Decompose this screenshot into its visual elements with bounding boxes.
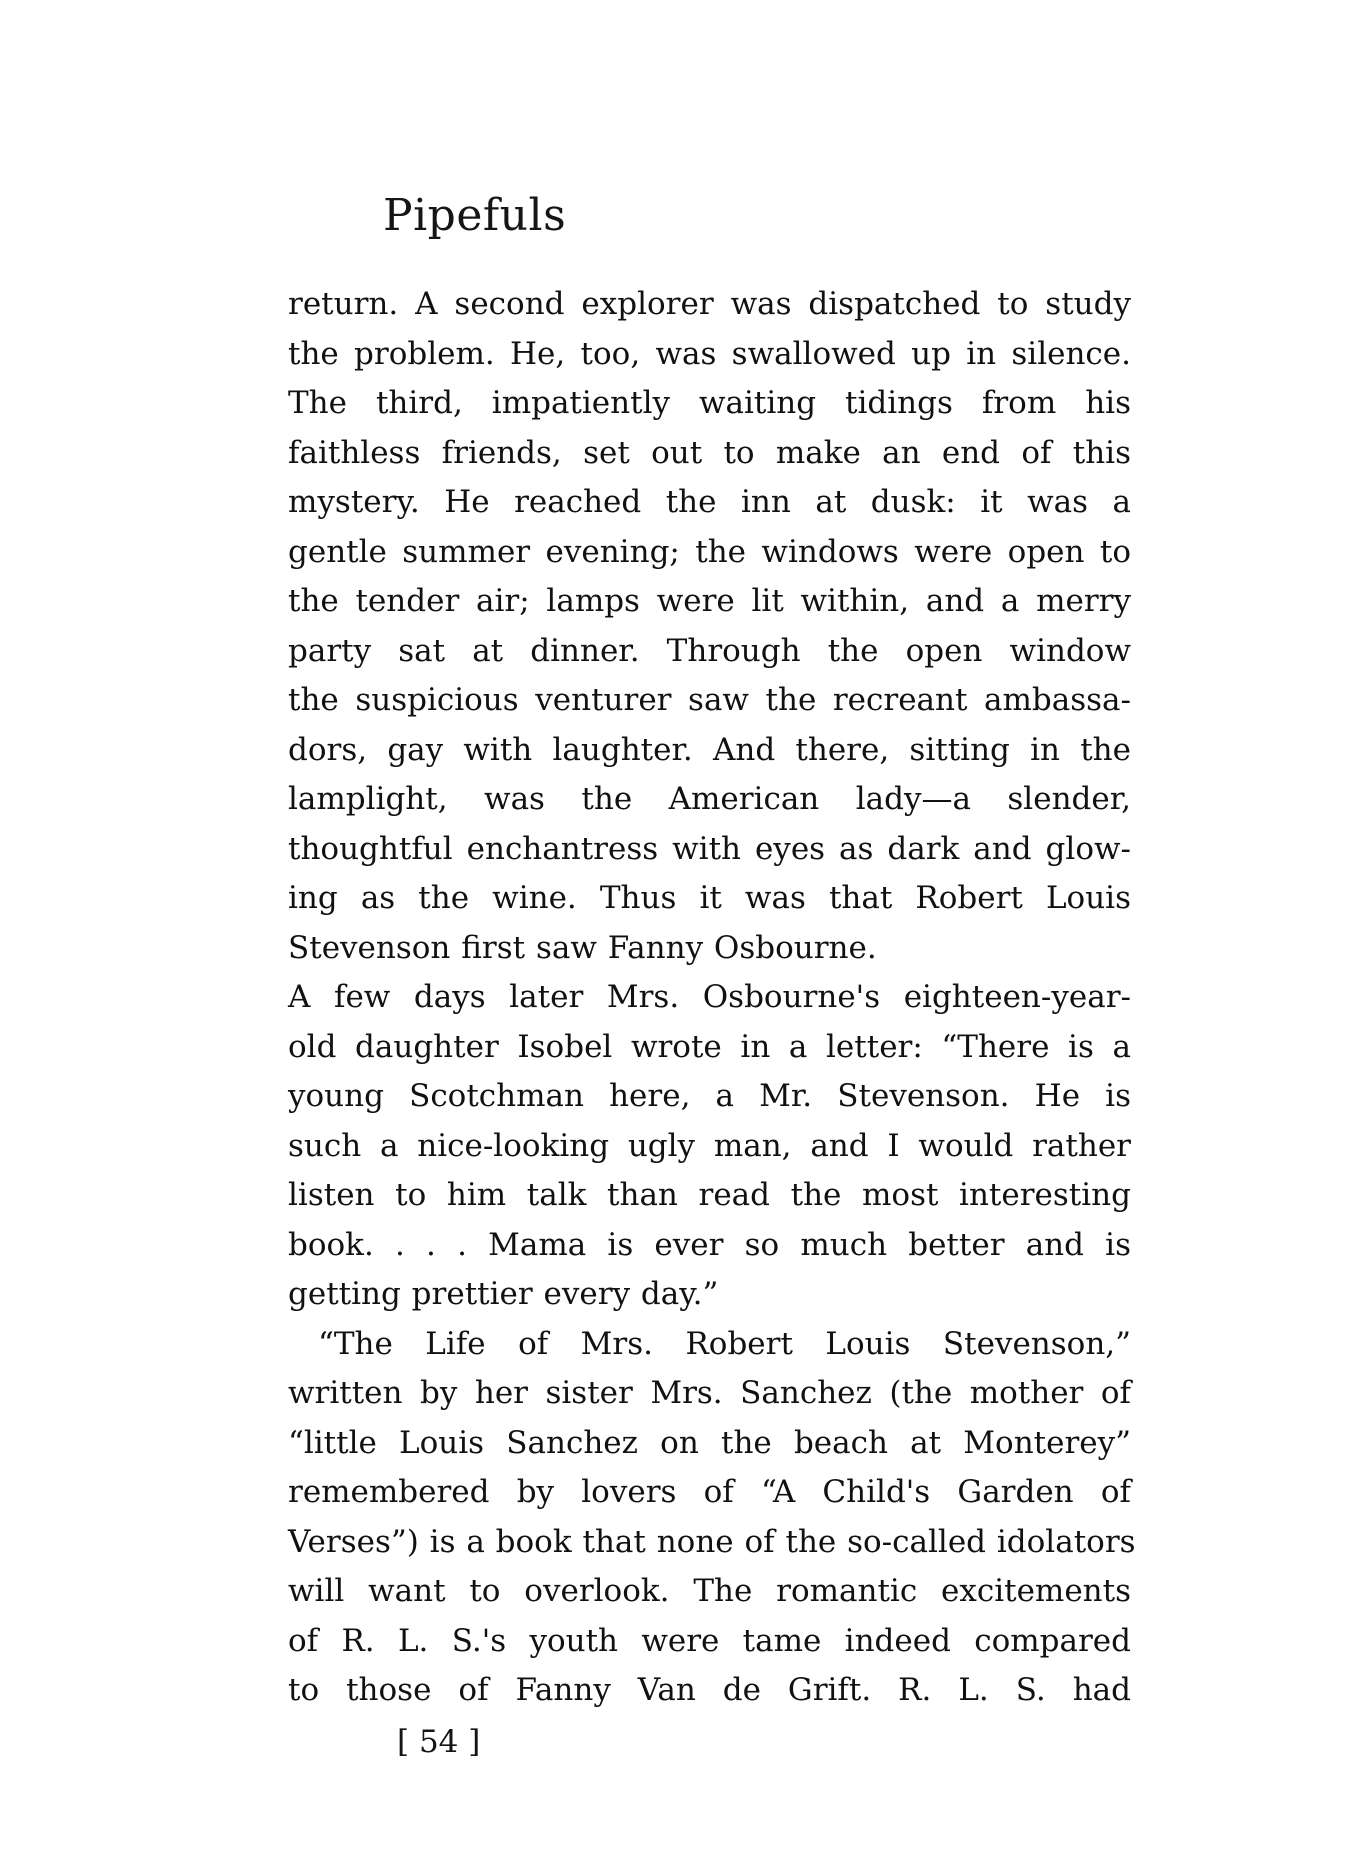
- paragraph-2: [288, 973, 1131, 1320]
- running-head: Pipefuls: [383, 190, 567, 241]
- paragraph-1: [288, 280, 1131, 973]
- text-line: the problem. He, too, was swallowed up in silence.: [288, 335, 1131, 372]
- text-line: faithless friends, set out to make an end of this: [288, 434, 1131, 471]
- text-line: remembered by lovers of “A Child's Garden of: [288, 1474, 1131, 1510]
- text-line: to those of Fanny Van de Grift. R. L. S. had: [288, 1672, 1131, 1708]
- text-line: mystery. He reached the inn at dusk: it was a: [288, 484, 1131, 520]
- text-line: will want to overlook. The romantic excitements: [288, 1573, 1131, 1609]
- text-line: old daughter Isobel wrote in a letter: “There is a: [288, 1028, 1131, 1065]
- page-number: [ 54 ]: [397, 1724, 481, 1760]
- text-line: dors, gay with laughter. And there, sitting in the: [288, 731, 1131, 768]
- text-line: Stevenson first saw Fanny Osbourne.: [288, 929, 877, 966]
- text-line: “little Louis Sanchez on the beach at Monterey”: [288, 1424, 1131, 1461]
- text-line: Verses”) is a book that none of the so-called idolators: [288, 1523, 1136, 1560]
- text-line: party sat at dinner. Through the open window: [288, 632, 1131, 669]
- text-line: written by her sister Mrs. Sanchez (the mother of: [288, 1375, 1131, 1411]
- text-line: young Scotchman here, a Mr. Stevenson. He is: [288, 1078, 1131, 1114]
- paragraph-3: [288, 1320, 1136, 1716]
- text-line: getting prettier every day.”: [288, 1276, 719, 1312]
- text-line: The third, impatiently waiting tidings from his: [288, 385, 1131, 421]
- text-line: the tender air; lamps were lit within, and a merry: [288, 583, 1131, 619]
- text-line: book. . . . Mama is ever so much better and is: [288, 1226, 1131, 1263]
- text-line: gentle summer evening; the windows were open to: [288, 533, 1131, 570]
- text-line: the suspicious venturer saw the recreant ambassa-: [288, 682, 1131, 718]
- text-line: “The Life of Mrs. Robert Louis Stevenson,”: [318, 1325, 1131, 1362]
- text-line: thoughtful enchantress with eyes as dark and glow-: [288, 830, 1131, 867]
- text-line: A few days later Mrs. Osbourne's eighteen-year-: [288, 979, 1131, 1015]
- text-line: lamplight, was the American lady—a slender,: [288, 781, 1131, 817]
- body-text: [288, 280, 1136, 1716]
- text-line: listen to him talk than read the most interesting: [288, 1177, 1131, 1213]
- text-line: return. A second explorer was dispatched to study: [288, 286, 1131, 322]
- text-line: ing as the wine. Thus it was that Robert Louis: [288, 880, 1131, 916]
- text-line: of R. L. S.'s youth were tame indeed compared: [288, 1622, 1131, 1659]
- text-line: such a nice-looking ugly man, and I would rather: [288, 1127, 1131, 1164]
